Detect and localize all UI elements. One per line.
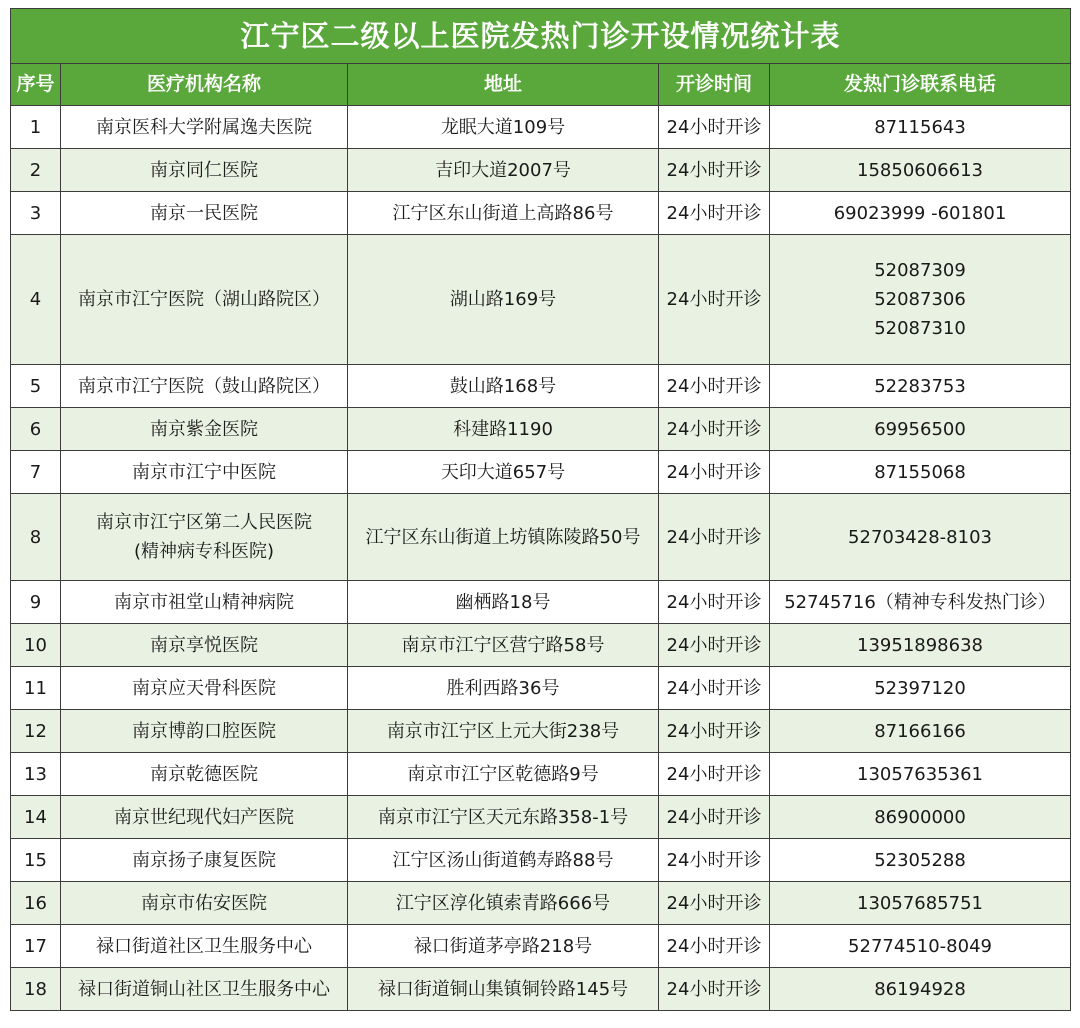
header-hours: 开诊时间 [659,64,770,106]
name-line: 禄口街道社区卫生服务中心 [96,935,312,957]
name-line: 南京市江宁区第二人民医院 [96,512,312,533]
cell-hours: 24小时开诊 [659,667,770,710]
table-row [11,408,1071,451]
cell-index: 9 [11,581,61,624]
cell-hours: 24小时开诊 [659,581,770,624]
cell-phone [770,451,1071,494]
phone-line: 13057635361 [857,763,983,785]
cell-phone [770,839,1071,882]
cell-index: 18 [11,968,61,1011]
header-phone: 发热门诊联系电话 [770,64,1071,106]
cell-phone [770,408,1071,451]
cell-address: 南京市江宁区乾德路9号 [348,753,659,796]
cell-index: 10 [11,624,61,667]
table-row [11,106,1071,149]
cell-name [61,192,348,235]
name-line: 南京市江宁医院（鼓山路院区） [78,375,330,397]
phone-line: 52703428-8103 [848,526,992,548]
cell-hours: 24小时开诊 [659,624,770,667]
cell-phone [770,753,1071,796]
cell-hours: 24小时开诊 [659,106,770,149]
cell-name [61,882,348,925]
name-line: 南京博韵口腔医院 [132,720,276,742]
cell-hours: 24小时开诊 [659,192,770,235]
table-row [11,796,1071,839]
cell-index: 2 [11,149,61,192]
name-line: 南京同仁医院 [150,159,258,181]
phone-line: 86194928 [874,978,966,1000]
phone-line: 52087306 [874,289,966,310]
cell-name [61,149,348,192]
cell-address: 胜利西路36号 [348,667,659,710]
cell-index: 7 [11,451,61,494]
name-line: 禄口街道铜山社区卫生服务中心 [78,978,330,1000]
cell-address: 禄口街道茅亭路218号 [348,925,659,968]
cell-phone [770,365,1071,408]
table-row [11,494,1071,581]
phone-line: 69023999 -601801 [833,202,1007,224]
cell-hours: 24小时开诊 [659,968,770,1011]
table-title: 江宁区二级以上医院发热门诊开设情况统计表 [11,9,1071,64]
phone-line: 13951898638 [857,634,983,656]
table-row [11,925,1071,968]
cell-hours: 24小时开诊 [659,796,770,839]
name-line: 南京应天骨科医院 [132,677,276,699]
table-row [11,968,1071,1011]
phone-line: 52305288 [874,849,966,871]
cell-name [61,753,348,796]
name-line: 南京乾德医院 [150,763,258,785]
table-row [11,624,1071,667]
cell-name [61,624,348,667]
cell-address: 南京市江宁区上元大街238号 [348,710,659,753]
phone-line: 52397120 [874,677,966,699]
name-line: 南京市江宁中医院 [132,461,276,483]
table-row [11,149,1071,192]
header-address: 地址 [348,64,659,106]
cell-phone [770,149,1071,192]
cell-hours: 24小时开诊 [659,494,770,581]
table-row [11,710,1071,753]
name-line: 南京紫金医院 [150,418,258,440]
cell-hours: 24小时开诊 [659,149,770,192]
phone-line: 15850606613 [857,159,983,181]
name-line: 南京市祖堂山精神病院 [114,591,294,613]
header-index: 序号 [11,64,61,106]
phone-line: 87155068 [874,461,966,483]
phone-line: 13057685751 [857,892,983,914]
table-row [11,667,1071,710]
cell-hours: 24小时开诊 [659,235,770,365]
name-line: 南京扬子康复医院 [132,849,276,871]
cell-index: 15 [11,839,61,882]
table-row [11,192,1071,235]
phone-line: 87115643 [874,116,966,138]
cell-hours: 24小时开诊 [659,365,770,408]
header-row [11,64,1071,106]
cell-index: 14 [11,796,61,839]
cell-name [61,235,348,365]
fever-clinic-table [10,8,1071,1011]
phone-line: 52774510-8049 [848,935,992,957]
cell-phone [770,925,1071,968]
cell-phone [770,235,1071,365]
table-row [11,581,1071,624]
cell-phone [770,710,1071,753]
cell-index: 11 [11,667,61,710]
cell-name [61,365,348,408]
cell-phone [770,667,1071,710]
cell-name [61,925,348,968]
cell-name [61,451,348,494]
cell-index: 3 [11,192,61,235]
cell-index: 17 [11,925,61,968]
name-line: 南京一民医院 [150,202,258,224]
cell-address: 南京市江宁区天元东路358-1号 [348,796,659,839]
cell-address: 江宁区汤山街道鹤寿路88号 [348,839,659,882]
name-line: 南京市江宁医院（湖山路院区） [78,289,330,310]
cell-address: 湖山路169号 [348,235,659,365]
cell-hours: 24小时开诊 [659,710,770,753]
cell-phone [770,624,1071,667]
name-line: 南京市佑安医院 [141,892,267,914]
cell-index: 13 [11,753,61,796]
cell-phone [770,192,1071,235]
cell-name [61,968,348,1011]
cell-phone [770,494,1071,581]
cell-index: 4 [11,235,61,365]
cell-address: 江宁区东山街道上坊镇陈陵路50号 [348,494,659,581]
cell-name [61,667,348,710]
cell-name [61,710,348,753]
phone-line: 52745716（精神专科发热门诊） [784,591,1056,613]
cell-hours: 24小时开诊 [659,925,770,968]
cell-index: 8 [11,494,61,581]
cell-name [61,581,348,624]
cell-hours: 24小时开诊 [659,753,770,796]
cell-name [61,106,348,149]
name-line: (精神病专科医院) [133,541,275,562]
cell-hours: 24小时开诊 [659,882,770,925]
table-row [11,839,1071,882]
phone-line: 52283753 [874,375,966,397]
cell-phone [770,882,1071,925]
cell-address: 幽栖路18号 [348,581,659,624]
cell-index: 12 [11,710,61,753]
fever-clinic-sheet [10,8,1070,1020]
cell-phone [770,968,1071,1011]
title-row [11,9,1071,64]
table-row [11,365,1071,408]
cell-address: 江宁区东山街道上高路86号 [348,192,659,235]
cell-address: 吉印大道2007号 [348,149,659,192]
table-body [11,106,1071,1011]
cell-name [61,796,348,839]
cell-index: 1 [11,106,61,149]
name-line: 南京世纪现代妇产医院 [114,806,294,828]
table-row [11,753,1071,796]
cell-name [61,494,348,581]
phone-line: 87166166 [874,720,966,742]
cell-address: 江宁区淳化镇索青路666号 [348,882,659,925]
name-line: 南京医科大学附属逸夫医院 [96,116,312,138]
phone-line: 52087309 [874,260,966,281]
cell-phone [770,581,1071,624]
cell-address: 鼓山路168号 [348,365,659,408]
cell-address: 龙眠大道109号 [348,106,659,149]
table-row [11,882,1071,925]
cell-address: 天印大道657号 [348,451,659,494]
cell-address: 南京市江宁区营宁路58号 [348,624,659,667]
cell-phone [770,106,1071,149]
cell-address: 禄口街道铜山集镇铜铃路145号 [348,968,659,1011]
cell-hours: 24小时开诊 [659,451,770,494]
name-line: 南京享悦医院 [150,634,258,656]
cell-index: 6 [11,408,61,451]
table-row [11,451,1071,494]
cell-address: 科建路1190 [348,408,659,451]
table-row [11,235,1071,365]
phone-line: 52087310 [874,318,966,339]
cell-hours: 24小时开诊 [659,408,770,451]
cell-index: 5 [11,365,61,408]
phone-line: 69956500 [874,418,966,440]
cell-hours: 24小时开诊 [659,839,770,882]
header-name: 医疗机构名称 [61,64,348,106]
cell-index: 16 [11,882,61,925]
cell-name [61,839,348,882]
cell-name [61,408,348,451]
phone-line: 86900000 [874,806,966,828]
cell-phone [770,796,1071,839]
